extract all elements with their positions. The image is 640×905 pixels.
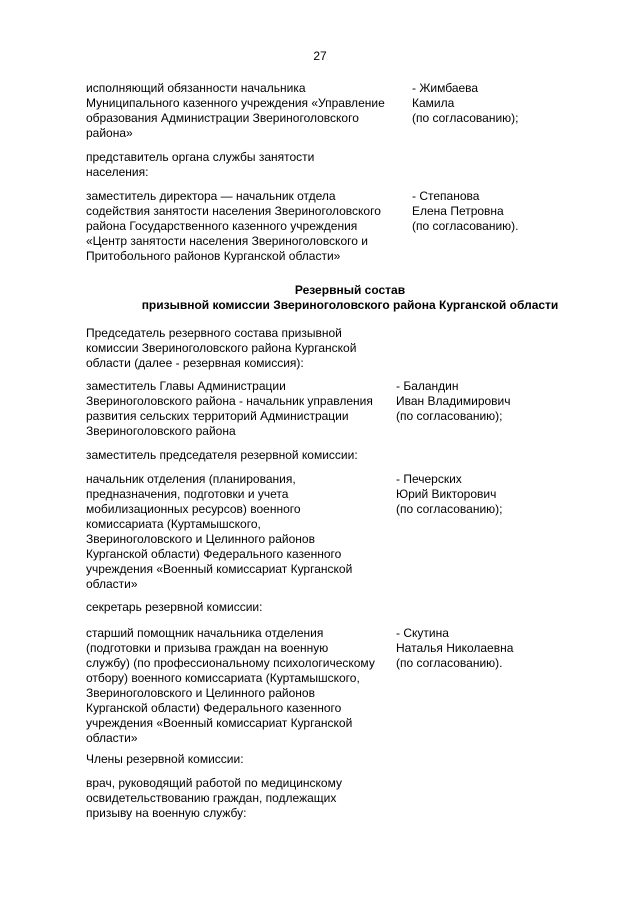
- section-title: Резервный состав призывной комиссии Звериноголовского района Курганской области: [141, 283, 559, 312]
- person-text: - Печерских Юрий Викторович (по согласованию);: [396, 472, 503, 516]
- position-text: заместитель председателя резервной комиссии:: [86, 448, 358, 462]
- person-text: - Жимбаева Камила (по согласованию);: [412, 81, 519, 125]
- page-number: 27: [313, 49, 327, 63]
- person-text: - Скутина Наталья Николаевна (по согласованию).: [396, 626, 514, 670]
- position-text: исполняющий обязанности начальника Муниципального казенного учреждения «Управление образования Администрации Звериноголовского района»: [86, 81, 385, 140]
- person-text: - Степанова Елена Петровна (по согласованию).: [412, 189, 519, 233]
- position-text: старший помощник начальника отделения (подготовки и призыва граждан на военную службу) (по профессиональному психологическому отбору) военного комиссариата (Куртамышского, Звериноголовского и Целинного районов Курганской области) Федерального казенного учреждения «Военный комиссариат Курганской области»: [86, 626, 375, 745]
- position-text: врач, руководящий работой по медицинскому освидетельствованию граждан, подлежащих призыву на военную службу:: [86, 776, 342, 820]
- position-text: Члены резервной комиссии:: [86, 752, 244, 766]
- position-text: заместитель директора — начальник отдела содействия занятости населения Звериноголовского района Государственного казенного учреждения «Центр занятости населения Звериноголовского и Притобольного районов Курганской области»: [86, 189, 381, 263]
- position-text: секретарь резервной комиссии:: [86, 600, 263, 614]
- position-text: заместитель Главы Администрации Звериноголовского района - начальник управления развития сельских территорий Администрации Звериноголовского района: [86, 379, 373, 438]
- position-text: Председатель резервного состава призывной комиссии Звериноголовского района Курганской области (далее - резервная комиссия):: [86, 326, 357, 370]
- position-text: начальник отделения (планирования, предназначения, подготовки и учета мобилизационных ресурсов) военного комиссариата (Куртамышского, Звериноголовского и Целинного районов Курганской области) Федерального казенного учреждения «Военный комиссариат Курганской области»: [86, 472, 353, 591]
- person-text: - Баландин Иван Владимирович (по согласованию);: [396, 379, 511, 423]
- position-text: представитель органа службы занятости населения:: [86, 150, 315, 179]
